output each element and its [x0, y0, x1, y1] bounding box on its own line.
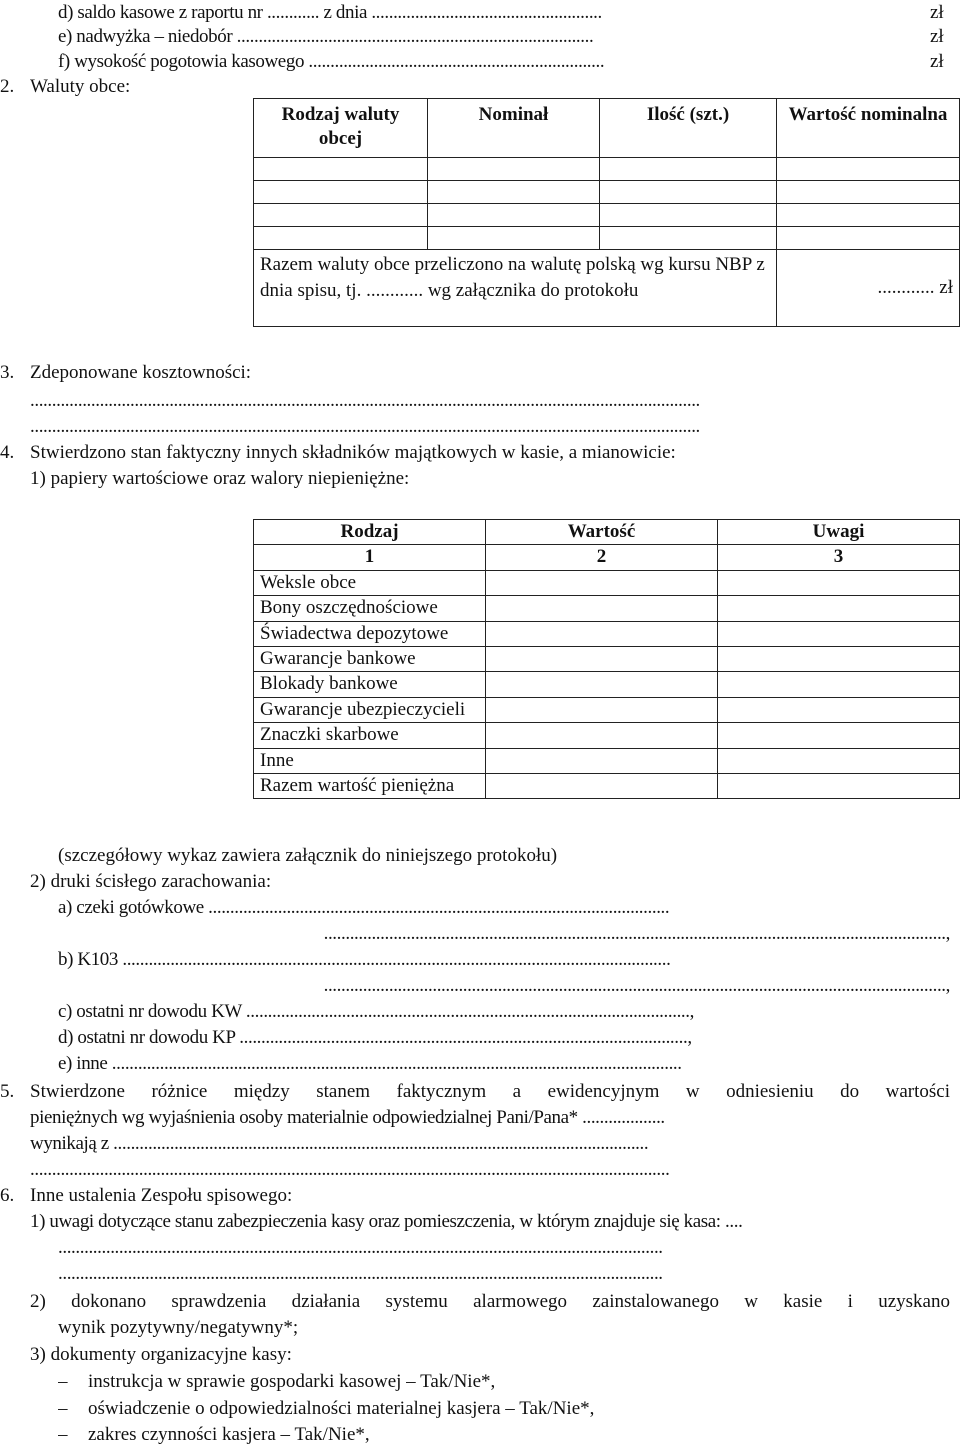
- table-cell[interactable]: [777, 181, 960, 204]
- table-row: [254, 647, 960, 672]
- summary-text: Razem waluty obce przeliczono na walutę polską wg kursu NBP z dnia spisu, tj. ............ wg załącznika do protokołu: [254, 250, 777, 327]
- header-cell: Rodzaj waluty obcej: [254, 99, 428, 158]
- securities-table: [253, 519, 960, 799]
- header-cell: 3: [718, 545, 960, 570]
- table-cell[interactable]: [777, 204, 960, 227]
- summary-value: ............ zł: [777, 250, 960, 327]
- currency-table: [253, 98, 960, 327]
- section-title: Zdeponowane kosztowności:: [30, 362, 252, 383]
- table-cell[interactable]: [718, 647, 960, 672]
- paragraph-line: pieniężnych wg wyjaśnienia osoby materialnie odpowiedzialnej Pani/Pana* ...................: [30, 1107, 665, 1128]
- table-number-row: [254, 545, 960, 570]
- table-cell[interactable]: [486, 774, 718, 799]
- table-cell: Inne: [254, 748, 486, 773]
- table-cell[interactable]: [486, 748, 718, 773]
- list-item: d) ostatni nr dowodu KP .......................................................................................................,: [58, 1027, 692, 1048]
- table-row: [254, 774, 960, 799]
- table-row: [254, 227, 960, 250]
- table-cell: Znaczki skarbowe: [254, 723, 486, 748]
- dotted-line: ..........................................................................................................................................................: [30, 390, 700, 411]
- paragraph-line: wynikają z ...........................................................................................................................: [30, 1133, 649, 1154]
- table-header-row: [254, 520, 960, 545]
- dotted-line: ...............................................................................................................................................,: [323, 923, 950, 944]
- unit-zl: zł: [930, 26, 944, 47]
- table-cell[interactable]: [428, 227, 600, 250]
- table-cell[interactable]: [600, 181, 777, 204]
- list-item: 1) papiery wartościowe oraz walory niepieniężne:: [30, 468, 410, 489]
- table-cell[interactable]: [254, 158, 428, 181]
- table-row: [254, 672, 960, 697]
- dotted-line: ...........................................................................................................................................: [58, 1263, 663, 1284]
- table-cell[interactable]: [600, 204, 777, 227]
- table-cell: Weksle obce: [254, 570, 486, 595]
- line-pogotowie: f) wysokość pogotowia kasowego ....................................................................: [58, 51, 605, 72]
- list-item: 2) druki ścisłego zarachowania:: [30, 871, 272, 892]
- dotted-line: ...........................................................................................................................................: [58, 1237, 663, 1258]
- table-cell[interactable]: [718, 748, 960, 773]
- section-number: 3.: [0, 362, 15, 383]
- section-title: Inne ustalenia Zespołu spisowego:: [30, 1185, 293, 1206]
- summary-row: [254, 250, 960, 327]
- list-item: 2) dokonano sprawdzenia działania systemu alarmowego zainstalowanego w kasie i uzyskano: [30, 1291, 950, 1312]
- section-title: Stwierdzono stan faktyczny innych składników majątkowych w kasie, a mianowicie:: [30, 442, 676, 463]
- table-cell[interactable]: [718, 570, 960, 595]
- table-row: [254, 570, 960, 595]
- list-item-continuation: wynik pozytywny/negatywny*;: [58, 1317, 299, 1338]
- table-cell[interactable]: [428, 204, 600, 227]
- header-cell: Nominał: [428, 99, 600, 158]
- table-cell[interactable]: [718, 774, 960, 799]
- unit-zl: zł: [930, 51, 944, 72]
- table-cell[interactable]: [254, 204, 428, 227]
- dash-bullet: –: [58, 1371, 68, 1392]
- table-cell[interactable]: [777, 158, 960, 181]
- table-row: [254, 204, 960, 227]
- section-number: 5.: [0, 1081, 15, 1102]
- table-row: [254, 596, 960, 621]
- list-item: c) ostatni nr dowodu KW ......................................................................................................,: [58, 1001, 694, 1022]
- dotted-line: ...............................................................................................................................................,: [323, 975, 950, 996]
- table-row: [254, 723, 960, 748]
- table-header-row: [254, 99, 960, 158]
- table-cell[interactable]: [718, 723, 960, 748]
- table-cell[interactable]: [718, 596, 960, 621]
- line-saldo: d) saldo kasowe z raportu nr ............ z dnia .....................................................: [58, 2, 602, 23]
- table-cell[interactable]: [254, 181, 428, 204]
- table-cell: Świadectwa depozytowe: [254, 621, 486, 646]
- table-cell: Gwarancje bankowe: [254, 647, 486, 672]
- header-cell: Wartość: [486, 520, 718, 545]
- doc-list-item: – zakres czynności kasjera – Tak/Nie*,: [58, 1422, 370, 1448]
- table-row: [254, 181, 960, 204]
- header-cell: Rodzaj: [254, 520, 486, 545]
- table-row: [254, 697, 960, 722]
- table-cell[interactable]: [428, 181, 600, 204]
- dash-bullet: –: [58, 1398, 68, 1419]
- table-cell[interactable]: [254, 227, 428, 250]
- table-cell[interactable]: [718, 621, 960, 646]
- table-cell: Blokady bankowe: [254, 672, 486, 697]
- list-item: b) K103 ..............................................................................................................................: [58, 949, 671, 970]
- table-cell: Razem wartość pieniężna: [254, 774, 486, 799]
- section-number: 4.: [0, 442, 15, 463]
- list-item: 3) dokumenty organizacyjne kasy:: [30, 1344, 292, 1365]
- note-text: (szczegółowy wykaz zawiera załącznik do niniejszego protokołu): [58, 845, 558, 866]
- header-cell: Wartość nominalna: [777, 99, 960, 158]
- table-cell[interactable]: [718, 697, 960, 722]
- table-cell[interactable]: [486, 621, 718, 646]
- table-cell[interactable]: [600, 227, 777, 250]
- table-cell[interactable]: [777, 227, 960, 250]
- table-row: [254, 158, 960, 181]
- header-cell: 2: [486, 545, 718, 570]
- dash-bullet: –: [58, 1424, 68, 1445]
- section-number: 2.: [0, 76, 15, 97]
- doc-list-item: – oświadczenie o odpowiedzialności materialnej kasjera – Tak/Nie*,: [58, 1396, 594, 1422]
- table-cell: Gwarancje ubezpieczycieli: [254, 697, 486, 722]
- table-cell[interactable]: [486, 570, 718, 595]
- dotted-line: ...................................................................................................................................................: [30, 1159, 670, 1180]
- table-cell[interactable]: [486, 672, 718, 697]
- table-cell[interactable]: [486, 697, 718, 722]
- dotted-line: ..........................................................................................................................................................: [30, 416, 700, 437]
- list-item: e) inne ...................................................................................................................................: [58, 1053, 682, 1074]
- doc-list-item: – instrukcja w sprawie gospodarki kasowej – Tak/Nie*,: [58, 1369, 495, 1395]
- header-cell: Uwagi: [718, 520, 960, 545]
- table-cell: Bony oszczędnościowe: [254, 596, 486, 621]
- list-item: a) czeki gotówkowe ..........................................................................................................: [58, 897, 670, 918]
- table-cell[interactable]: [718, 672, 960, 697]
- table-cell[interactable]: [428, 158, 600, 181]
- list-item: 1) uwagi dotyczące stanu zabezpieczenia kasy oraz pomieszczenia, w którym znajduje się kasa: ....: [30, 1211, 743, 1232]
- paragraph-line: Stwierdzone różnice między stanem faktycznym a ewidencyjnym w odniesieniu do wartości: [30, 1081, 950, 1102]
- table-cell[interactable]: [486, 596, 718, 621]
- line-nadwyzka: e) nadwyżka – niedobór ..................................................................................: [58, 26, 594, 47]
- table-cell[interactable]: [486, 647, 718, 672]
- section-title: Waluty obce:: [30, 76, 131, 97]
- table-row: [254, 748, 960, 773]
- section-number: 6.: [0, 1185, 15, 1206]
- header-cell: Ilość (szt.): [600, 99, 777, 158]
- table-cell[interactable]: [486, 723, 718, 748]
- table-cell[interactable]: [600, 158, 777, 181]
- unit-zl: zł: [930, 2, 944, 23]
- table-row: [254, 621, 960, 646]
- header-cell: 1: [254, 545, 486, 570]
